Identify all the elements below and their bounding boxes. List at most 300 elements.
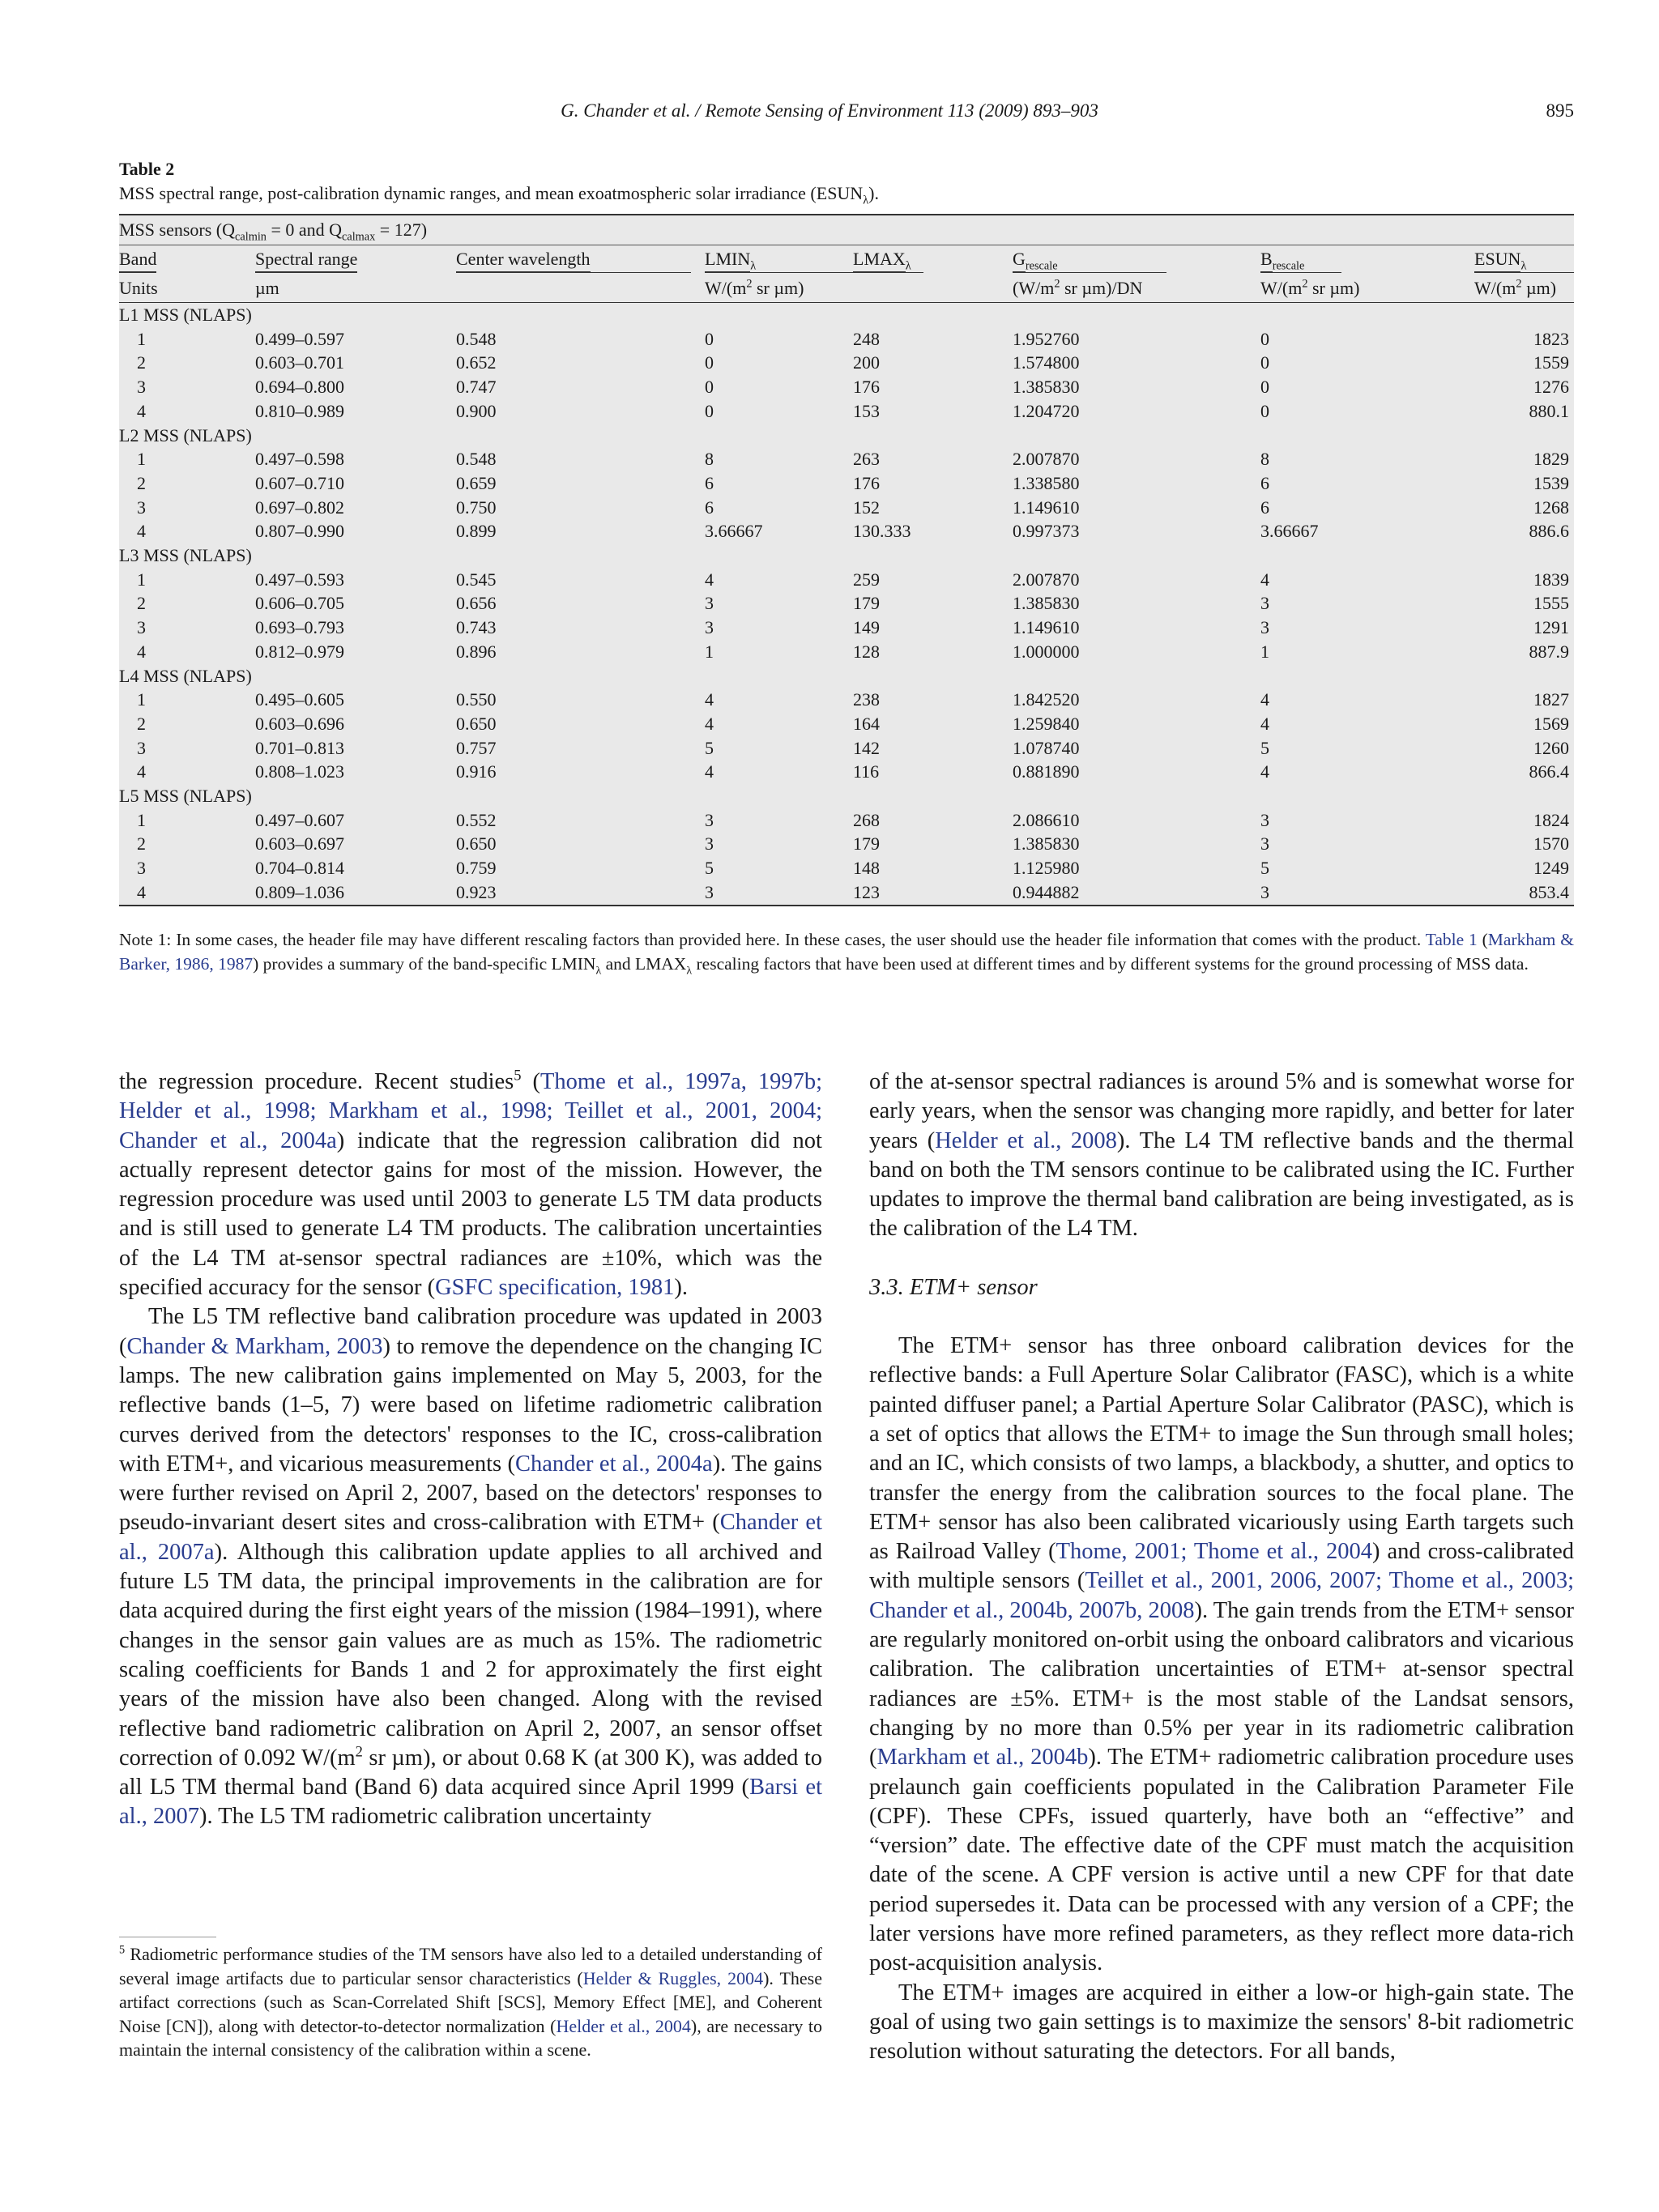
table-cell: 3 [1260, 833, 1269, 855]
superscript: 2 [746, 277, 753, 291]
citation-link[interactable]: Thome et al., 1997a, 1997b; Helder et al., 1998; Markham et al., 1998; Teillet et al., 2001, 2004; Chander et al., 2004a [119, 1069, 822, 1153]
table-cell: 1570 [1533, 833, 1570, 855]
text-run: MSS spectral range, post-calibration dynamic ranges, and mean exoatmospheric solar irradiance (ESUN [119, 183, 864, 203]
table-row [119, 760, 1574, 784]
table-row [119, 568, 1574, 592]
table-cell: 0 [705, 377, 714, 398]
column-header [119, 245, 255, 275]
table-cell: 3 [1260, 809, 1269, 830]
column-header [1260, 245, 1474, 275]
superscript: 5 [514, 1067, 522, 1085]
table-cell: 1249 [1533, 858, 1570, 879]
left-column [119, 1068, 822, 1832]
text-run: ) and cross-calibrated with multiple sensors ( [869, 1539, 1574, 1594]
table-cell: 866.4 [1529, 761, 1570, 782]
table-cell: 1.952760 [1013, 328, 1080, 349]
table-cell: 123 [853, 881, 880, 902]
table-cell: 4 [705, 713, 714, 734]
table-cell: 0.759 [456, 858, 497, 879]
table-cell: 0.603–0.701 [255, 352, 344, 373]
subscript: λ [686, 964, 693, 977]
section-heading [869, 1273, 1574, 1302]
table-cell: 152 [853, 497, 880, 518]
table-cell: 1291 [1533, 617, 1570, 638]
table-row [119, 856, 1574, 880]
units-cell [119, 275, 255, 303]
table-cell: 1 [137, 328, 146, 349]
table-cell: 0.495–0.605 [255, 689, 344, 710]
text-run: W/(m [1474, 278, 1516, 299]
table-cell: 8 [705, 449, 714, 470]
table-cell: 0 [705, 352, 714, 373]
text-run: ). The gain trends from the ETM+ sensor are regularly monitored on-orbit using the onboard calibrators and vicarious calibration. The calibration uncertainties of ETM+ at-sensor spectral radiances are ±5%. ETM+ is the most stable of the Landsat sensors, changing by no more than 0.5% per year in its radiometric calibration ( [869, 1597, 1574, 1771]
table-cell: 3 [137, 737, 146, 758]
units-cell [1260, 275, 1474, 303]
text-run: ) indicate that the regression calibration did not actually represent detector gains for most of the mission. However, the regression procedure was used until 2003 to generate L5 TM data products and is still used to generate L4 TM products. The calibration uncertainties of the L4 TM at-sensor spectral radiances are ±10%, which was the specified accuracy for the sensor ( [119, 1127, 822, 1301]
table-cell: 0.750 [456, 497, 497, 518]
table-cell: 3 [137, 497, 146, 518]
table-cell: 0.606–0.705 [255, 593, 344, 614]
table-cell: 3 [705, 881, 714, 902]
table-row [119, 712, 1574, 736]
text-run: ) to remove the dependence on the changing IC lamps. The new calibration gains implemented on May 5, 2003, for the reflective bands (1–5, 7) were based on lifetime radiometric calibration curves derived from the detectors' responses to the IC, cross-calibration with ETM+, and vicarious measurements ( [119, 1333, 822, 1477]
table-cell: 149 [853, 617, 880, 638]
table-cell: 1.259840 [1013, 713, 1080, 734]
superscript: 2 [1054, 277, 1060, 291]
table-cell: 0 [1260, 352, 1269, 373]
text-run: ). The gains were further revised on April 2, 2007, based on the detectors' responses to pseudo-invariant desert sites and cross-calibration with ETM+ ( [119, 1451, 822, 1536]
text-run: sr µm)/DN [1060, 278, 1143, 299]
table-cell: 5 [1260, 737, 1269, 758]
text-run: G [1013, 247, 1026, 272]
table-row [119, 832, 1574, 856]
superscript: 5 [119, 1943, 126, 1957]
table-cell: 0.652 [456, 352, 497, 373]
table-cell: 0.881890 [1013, 761, 1080, 782]
table-cell: 1.125980 [1013, 858, 1080, 879]
table-cell: 0.607–0.710 [255, 472, 344, 493]
table-cell: 3 [137, 377, 146, 398]
subscript: λ [1520, 259, 1527, 273]
text-run: rescaling factors that have been used at different times and by different systems for the ground processing of MSS data. [692, 953, 1529, 974]
table-cell: 1824 [1533, 809, 1570, 830]
table-cell: 0.497–0.593 [255, 569, 344, 590]
table-row [119, 375, 1574, 399]
table-cell: 4 [137, 400, 146, 421]
table-row [119, 688, 1574, 712]
table-cell: 148 [853, 858, 880, 879]
table-cell: 1829 [1533, 449, 1570, 470]
table-cell: 0.944882 [1013, 881, 1080, 902]
table-cell: 1.000000 [1013, 641, 1080, 662]
citation-link[interactable]: GSFC specification, 1981 [435, 1275, 675, 1301]
group-row [119, 784, 1574, 808]
table-cell: 6 [705, 472, 714, 493]
table-cell: 0.900 [456, 400, 497, 421]
column-header [853, 245, 1013, 275]
paragraph [869, 1979, 1574, 2067]
text-run: (W/m [1013, 278, 1055, 299]
citation-link[interactable]: Table 1 [1425, 930, 1478, 949]
citation-link[interactable]: Helder et al., 2004 [556, 2015, 691, 2036]
text-run: 3.3. ETM+ sensor [869, 1274, 1038, 1300]
table-cell: 3 [137, 617, 146, 638]
table-cell: 6 [1260, 472, 1269, 493]
table-cell: 1.078740 [1013, 737, 1080, 758]
table-cell: 4 [705, 761, 714, 782]
table-cell: 5 [705, 858, 714, 879]
units-cell [1474, 275, 1574, 303]
text-run: Radiometric performance studies of the TM sensors have also led to a detailed understanding of several image artifacts due to particular sensor characteristics ( [119, 1944, 822, 1988]
table-cell: 3 [1260, 881, 1269, 902]
text-run: ). The ETM+ radiometric calibration procedure uses prelaunch gain coefficients populated in the Calibration Parameter File (CPF). These CPFs, issued quarterly, have both an “effective” and “version” date. The effective date of the CPF must match the acquisition date of the scene. A CPF version is active until a new CPF for that date period supersedes it. Data can be processed with any version of a CPF; the later versions have more refined parameters, as they reflect more data-rich post-acquisition analysis. [869, 1745, 1575, 1976]
table-cell: 5 [1260, 858, 1269, 879]
citation-link[interactable]: Teillet et al., 2001, 2006, 2007; Thome et al., 2003; Chander et al., 2004b, 2007b, 2008 [869, 1568, 1574, 1623]
subscript: λ [595, 964, 602, 977]
table-cell: 1559 [1533, 352, 1570, 373]
table-cell: 0.499–0.597 [255, 328, 344, 349]
table-cell: 0.550 [456, 689, 497, 710]
table-cell: 0.650 [456, 833, 497, 855]
table-cell: 130.333 [853, 521, 911, 542]
table-cell: 3 [705, 617, 714, 638]
group-label: L4 MSS (NLAPS) [119, 665, 252, 686]
table-cell: 1 [137, 809, 146, 830]
text-run: ). [868, 183, 879, 203]
citation-link[interactable]: Thome, 2001; Thome et al., 2004 [1056, 1539, 1372, 1565]
table-cell: 176 [853, 377, 880, 398]
table-cell: 128 [853, 641, 880, 662]
text-run: LMAX [853, 247, 906, 272]
citation-link[interactable]: Markham & Barker, 1986, 1987 [119, 930, 1574, 974]
table-cell: 238 [853, 689, 880, 710]
subscript: λ [863, 194, 869, 207]
text-run: ). These artifact corrections (such as Scan-Correlated Shift [SCS], Memory Effect [ME], and Coherent Noise [CN]), along with detector-to-detector normalization ( [119, 1967, 822, 2036]
text-run: µm) [1521, 278, 1557, 299]
table-cell: 0.659 [456, 472, 497, 493]
text-run: and LMAX [601, 953, 687, 974]
table-cell: 3 [1260, 617, 1269, 638]
text-run: The ETM+ images are acquired in either a low-or high-gain state. The goal of using two gain settings is to maximize the sensors' 8-bit radiometric resolution without saturating the detectors. For all bands, [869, 1980, 1574, 2065]
text-run: µm [255, 278, 279, 299]
citation-link[interactable]: Chander et al., 2007a [119, 1510, 822, 1565]
table-cell: 0.552 [456, 809, 497, 830]
table-cell: 4 [137, 881, 146, 902]
table-cell: 1268 [1533, 497, 1570, 518]
text-run: MSS sensors (Q [119, 219, 236, 241]
text-run: ) provides a summary of the band-specific LMIN [253, 953, 596, 974]
table-cell: 0.548 [456, 449, 497, 470]
table-cell: 0.497–0.607 [255, 809, 344, 830]
column-header [1474, 245, 1574, 275]
table-cell: 2.086610 [1013, 809, 1080, 830]
subscript: rescale [1272, 259, 1305, 273]
text-run: = 127) [375, 219, 428, 241]
table-cell: 853.4 [1529, 881, 1570, 902]
table-cell: 263 [853, 449, 880, 470]
paragraph [869, 1068, 1574, 1244]
text-run: ). [674, 1275, 688, 1301]
citation-link[interactable]: Helder et al., 2008 [935, 1127, 1117, 1153]
table-cell: 153 [853, 400, 880, 421]
text-run: Center wavelength [456, 247, 591, 272]
subscript: calmin [235, 230, 267, 244]
table-cell: 2 [137, 593, 146, 614]
text-run: the regression procedure. Recent studies [119, 1069, 514, 1094]
column-header-label [119, 247, 156, 273]
text-run: ESUN [1474, 247, 1520, 272]
table-cell: 3 [137, 858, 146, 879]
text-run: ). The L4 TM reflective bands and the thermal band on both the TM sensors continue to be calibrated using the IC. Further updates to improve the thermal band calibration are being investigated, as is the calibration of the L4 TM. [869, 1127, 1574, 1242]
column-header [456, 245, 705, 275]
table-cell: 3.66667 [1260, 521, 1319, 542]
table-cell: 0 [1260, 377, 1269, 398]
table-label: Table 2 [119, 159, 175, 179]
table-cell: 0.497–0.598 [255, 449, 344, 470]
table-cell: 1.574800 [1013, 352, 1080, 373]
text-run: sr µm) [752, 278, 804, 299]
table-cell: 179 [853, 593, 880, 614]
column-header [1013, 245, 1260, 275]
table-caption [119, 157, 1574, 206]
page-number: 895 [1546, 100, 1574, 121]
subscript: λ [750, 259, 757, 273]
table-cell: 3 [1260, 593, 1269, 614]
column-header-label [1013, 247, 1166, 273]
table-cell: 4 [1260, 689, 1269, 710]
text-run: ), are necessary to maintain the internal consistency of the calibration within a scene. [119, 2015, 822, 2061]
table-cell: 0.916 [456, 761, 497, 782]
table-row [119, 640, 1574, 664]
column-header-label [1474, 247, 1574, 273]
group-row [119, 424, 1574, 448]
table-row [119, 519, 1574, 543]
units-cell [1013, 275, 1260, 303]
units-cell [456, 275, 705, 303]
header-row [119, 245, 1574, 275]
table-cell: 1555 [1533, 593, 1570, 614]
table-cell: 4 [1260, 713, 1269, 734]
column-header-label [255, 247, 357, 273]
table-cell: 6 [1260, 497, 1269, 518]
table-cell: 1 [1260, 641, 1269, 662]
table-cell: 2 [137, 352, 146, 373]
table-cell: 0 [705, 328, 714, 349]
table-row [119, 399, 1574, 424]
text-run: LMIN [705, 247, 750, 272]
table-cell: 0 [705, 400, 714, 421]
table-cell: 886.6 [1529, 521, 1570, 542]
table-row [119, 880, 1574, 905]
table-2 [119, 214, 1574, 906]
column-header-label [1260, 247, 1341, 273]
table-cell: 0 [1260, 400, 1269, 421]
table-cell: 176 [853, 472, 880, 493]
table-cell: 2 [137, 833, 146, 855]
table-cell: 1 [137, 689, 146, 710]
table-cell: 200 [853, 352, 880, 373]
table-cell: 179 [853, 833, 880, 855]
text-run: ). The L5 TM radiometric calibration uncertainty [198, 1804, 652, 1830]
table-cell: 0.650 [456, 713, 497, 734]
citation-link[interactable]: Barsi et al., 2007 [119, 1775, 822, 1830]
table-cell: 0.743 [456, 617, 497, 638]
group-label: L3 MSS (NLAPS) [119, 545, 252, 566]
table-row [119, 591, 1574, 616]
table-cell: 3.66667 [705, 521, 763, 542]
table-cell: 1.842520 [1013, 689, 1080, 710]
table-note [119, 928, 1574, 976]
table-cell: 0.656 [456, 593, 497, 614]
group-label: L5 MSS (NLAPS) [119, 786, 252, 807]
text-run: W/(m [705, 278, 747, 299]
running-head: G. Chander et al. / Remote Sensing of Environment 113 (2009) 893–903 [561, 100, 1098, 121]
table-cell: 268 [853, 809, 880, 830]
table-cell: 116 [853, 761, 880, 782]
group-label: L1 MSS (NLAPS) [119, 305, 252, 325]
text-run: sr µm) [1307, 278, 1360, 299]
column-header [255, 245, 456, 275]
superscript: 2 [355, 1743, 363, 1761]
table-cell: 1827 [1533, 689, 1570, 710]
paragraph [119, 1068, 822, 1302]
table-cell: 0.757 [456, 737, 497, 758]
units-row [119, 275, 1574, 303]
table-cell: 3 [705, 809, 714, 830]
table-cell: 4 [1260, 569, 1269, 590]
table-cell: 0.896 [456, 641, 497, 662]
table-cell: 259 [853, 569, 880, 590]
table-cell: 2 [137, 472, 146, 493]
table-cell: 8 [1260, 449, 1269, 470]
text-run: B [1260, 247, 1273, 272]
table-row [119, 471, 1574, 496]
column-header-label [456, 247, 691, 273]
table-cell: 2.007870 [1013, 569, 1080, 590]
right-column [869, 1068, 1574, 2067]
table-cell: 1.385830 [1013, 833, 1080, 855]
table-row [119, 327, 1574, 352]
text-run: ). Although this calibration update applies to all archived and future L5 TM data, the principal improvements in the calibration are for data acquired during the first eight years of the mission (1984–1991), where changes in the sensor gain values are as much as 15%. The radiometric scaling coefficients for Bands 1 and 2 for approximately the first eight years of the mission have also been changed. Along with the revised reflective band radiometric calibration on April 2, 2007, an sensor offset correction of 0.092 W/(m [119, 1539, 823, 1771]
table-cell: 4 [137, 761, 146, 782]
table-row [119, 808, 1574, 833]
table-cell: 1839 [1533, 569, 1570, 590]
text-run: The ETM+ sensor has three onboard calibration devices for the reflective bands: a Full Aperture Solar Calibrator (FASC), which is a white painted diffuser panel; a Partial Aperture Solar Calibrator (PASC), which is a set of optics that allows the ETM+ to image the Sun through small holes; and an IC, which consists of two lamps, a blackbody, a shutter, and optics to transfer the energy from the calibration sources to the focal plane. The ETM+ sensor has also been calibrated vicariously using Earth targets such as Railroad Valley ( [869, 1333, 1574, 1565]
units-cell [705, 275, 853, 303]
table-cell: 0.693–0.793 [255, 617, 344, 638]
table-cell: 1.204720 [1013, 400, 1080, 421]
table-cell: 142 [853, 737, 880, 758]
text-run: Note 1: In some cases, the header file may have different rescaling factors than provided here. In these cases, the user should use the header file information that comes with the product. [119, 930, 1426, 949]
text-run: ( [521, 1069, 540, 1094]
citation-link[interactable]: Markham et al., 2004b [876, 1745, 1089, 1771]
table-cell: 4 [137, 521, 146, 542]
text-run: W/(m [1260, 278, 1303, 299]
table-cell: 1 [705, 641, 714, 662]
table-cell: 0.747 [456, 377, 497, 398]
table-cell: 0.704–0.814 [255, 858, 344, 879]
table-row [119, 496, 1574, 520]
table-caption-text [119, 183, 879, 207]
paragraph [119, 1302, 822, 1831]
table-cell: 248 [853, 328, 880, 349]
table-cell: 0.694–0.800 [255, 377, 344, 398]
superscript: 2 [1516, 277, 1522, 291]
table-cell: 4 [705, 569, 714, 590]
text-run: Band [119, 247, 156, 272]
table-cell: 1260 [1533, 737, 1570, 758]
table-cell: 1539 [1533, 472, 1570, 493]
table-cell: 0.701–0.813 [255, 737, 344, 758]
table-cell: 0 [1260, 328, 1269, 349]
table-cell: 4 [1260, 761, 1269, 782]
table-cell: 0.603–0.697 [255, 833, 344, 855]
column-header-label [853, 247, 911, 273]
superscript: 2 [1302, 277, 1308, 291]
table-cell: 0.923 [456, 881, 497, 902]
table-cell: 1.385830 [1013, 593, 1080, 614]
paragraph [869, 1332, 1574, 1979]
table-cell: 1823 [1533, 328, 1570, 349]
citation-link[interactable]: Chander et al., 2004a [515, 1451, 713, 1477]
table-cell: 1.338580 [1013, 472, 1080, 493]
table-cell: 0.810–0.989 [255, 400, 344, 421]
table-cell: 1.149610 [1013, 617, 1080, 638]
text-run: Spectral range [255, 247, 357, 272]
subscript: rescale [1025, 259, 1058, 273]
table-cell: 0.997373 [1013, 521, 1080, 542]
table-cell: 3 [705, 833, 714, 855]
table-cell: 0.603–0.696 [255, 713, 344, 734]
table-cell: 0.548 [456, 328, 497, 349]
table-row [119, 736, 1574, 761]
table-cell: 1 [137, 449, 146, 470]
table-cell: 2.007870 [1013, 449, 1080, 470]
table-row [119, 616, 1574, 640]
table-cell: 1276 [1533, 377, 1570, 398]
table-cell: 0.808–1.023 [255, 761, 344, 782]
table-cell: 5 [705, 737, 714, 758]
group-row [119, 664, 1574, 688]
sensors-label [119, 215, 1574, 245]
table-cell: 0.807–0.990 [255, 521, 344, 542]
table-cell: 1569 [1533, 713, 1570, 734]
table-cell: 4 [137, 641, 146, 662]
subscript: calmax [342, 230, 376, 244]
table-row [119, 351, 1574, 375]
subscript: λ [905, 259, 911, 273]
text-run: The L5 TM reflective band calibration procedure was updated in 2003 ( [119, 1304, 822, 1359]
table-cell: 0.545 [456, 569, 497, 590]
text-run: = 0 and Q [266, 219, 342, 241]
units-cell [255, 275, 456, 303]
table-cell: 0.812–0.979 [255, 641, 344, 662]
table-cell: 164 [853, 713, 880, 734]
table-cell: 6 [705, 497, 714, 518]
table-cell: 1.149610 [1013, 497, 1080, 518]
citation-link[interactable]: Chander & Markham, 2003 [126, 1333, 383, 1359]
table-cell: 4 [705, 689, 714, 710]
text-run: ( [1477, 930, 1488, 949]
group-label: L2 MSS (NLAPS) [119, 424, 252, 445]
table-cell: 2 [137, 713, 146, 734]
table-cell: 0.697–0.802 [255, 497, 344, 518]
table-cell: 880.1 [1529, 400, 1570, 421]
citation-link[interactable]: Helder & Ruggles, 2004 [582, 1967, 764, 1988]
table-cell: 0.809–1.036 [255, 881, 344, 902]
units-cell [853, 275, 1013, 303]
text-run: of the at-sensor spectral radiances is around 5% and is somewhat worse for early years, when the sensor was changing more rapidly, and better for later years ( [869, 1069, 1574, 1153]
